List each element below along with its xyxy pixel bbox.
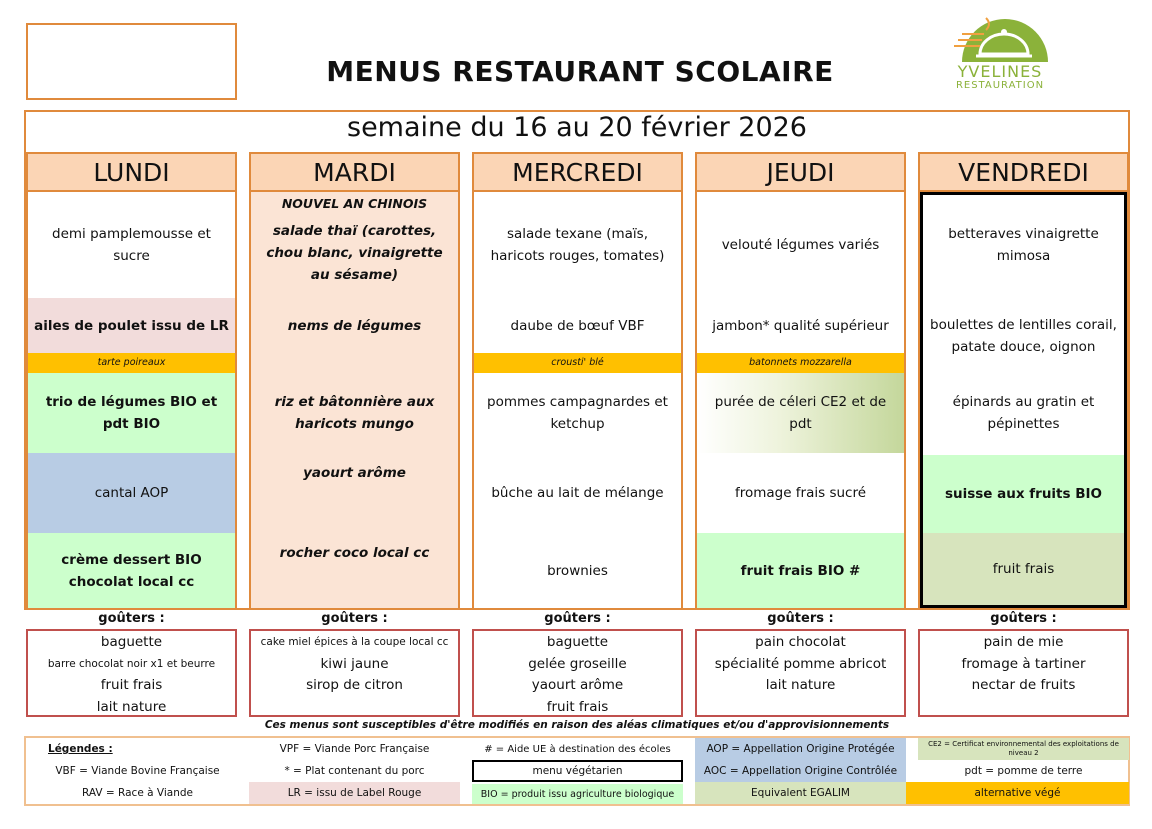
lundi-entree: demi pamplemousse et sucre: [52, 226, 211, 264]
gouters-box-mardi: [249, 629, 460, 717]
lundi-laitage: cantal AOP: [28, 453, 235, 533]
legend-bio: BIO = produit issu agriculture biologique: [472, 784, 683, 804]
legend-egalim: Equivalent EGALIM: [695, 782, 906, 804]
week-title: semaine du 16 au 20 février 2026: [347, 112, 807, 143]
gouter-item: fruit frais: [546, 698, 609, 715]
mercredi-alternative: crousti' blé: [474, 353, 681, 373]
legend-alternative-vege: alternative végé: [906, 782, 1129, 804]
mercredi-laitage: bûche au lait de mélange: [491, 485, 664, 501]
mercredi-plat: daube de bœuf VBF: [510, 317, 645, 334]
gouter-item: fromage à tartiner: [961, 655, 1086, 672]
jeudi-accompagnement: purée de céleri CE2 et de pdt: [697, 373, 904, 453]
gouters-box-jeudi: [695, 629, 906, 717]
logo-text-restauration: RESTAURATION: [955, 80, 1045, 91]
gouters-label-mardi: goûters :: [321, 611, 388, 626]
day-column-mardi: [249, 152, 460, 610]
mardi-accompagnement: riz et bâtonnière aux haricots mungo: [274, 394, 435, 432]
day-column-jeudi: [695, 152, 906, 610]
legend-pdt: pdt = pomme de terre: [964, 765, 1083, 777]
gouter-item: yaourt arôme: [531, 677, 624, 693]
lundi-alternative: tarte poireaux: [28, 353, 235, 373]
mercredi-entree: salade texane (maïs, haricots rouges, tomates): [490, 226, 665, 264]
gouters-box-mercredi: [472, 629, 683, 717]
mardi-laitage: yaourt arôme: [303, 465, 406, 481]
day-header-mercredi: MERCREDI: [474, 154, 681, 192]
mardi-entree: salade thaï (carottes, chou blanc, vinaigrette au sésame): [266, 223, 443, 283]
gouter-item: gelée groseille: [528, 655, 627, 672]
lundi-accompagnement: trio de légumes BIO et pdt BIO: [28, 373, 235, 453]
logo-text-yvelines: YVELINES: [957, 62, 1043, 81]
jeudi-plat: jambon* qualité supérieur: [712, 317, 889, 334]
blank-header-box: [26, 23, 237, 100]
gouter-item: nectar de fruits: [971, 677, 1076, 693]
mardi-plat: nems de légumes: [287, 317, 422, 334]
gouter-item: baguette: [546, 634, 609, 650]
day-column-lundi: [26, 152, 237, 610]
gouter-item: pain chocolat: [755, 634, 846, 650]
legend-title: Légendes :: [48, 743, 113, 755]
legend-vpf: VPF = Viande Porc Française: [279, 743, 430, 755]
gouter-item: sirop de citron: [306, 677, 403, 693]
day-column-mercredi: [472, 152, 683, 610]
disclaimer-note: Ces menus sont susceptibles d'être modifiés en raison des aléas climatiques et/ou d'approvisionnements: [264, 719, 890, 731]
gouter-item: lait nature: [96, 698, 167, 715]
cloche-icon: [940, 14, 1060, 64]
lundi-plat: ailes de poulet issu de LR: [28, 298, 235, 353]
gouter-item: cake miel épices à la coupe local cc: [260, 636, 449, 648]
vendredi-entree: betteraves vinaigrette mimosa: [948, 226, 1099, 264]
day-header-jeudi: JEUDI: [697, 154, 904, 192]
legend-aoc: AOC = Appellation Origine Contrôlée: [695, 760, 906, 782]
legend-vbf: VBF = Viande Bovine Française: [55, 765, 220, 777]
day-column-vendredi: [918, 152, 1129, 610]
jeudi-dessert: fruit frais BIO #: [697, 533, 904, 608]
yvelines-restauration-logo: [940, 14, 1060, 104]
gouters-box-vendredi: [918, 629, 1129, 717]
gouter-item: spécialité pomme abricot: [714, 655, 887, 672]
vendredi-dessert: fruit frais: [923, 533, 1124, 605]
legend-menu-vegetarien: menu végétarien: [472, 760, 683, 782]
gouter-item: kiwi jaune: [320, 655, 389, 672]
gouters-label-mercredi: goûters :: [544, 611, 611, 626]
legend-rav: RAV = Race à Viande: [82, 787, 193, 799]
vendredi-accompagnement: épinards au gratin et pépinettes: [952, 394, 1095, 432]
gouters-label-lundi: goûters :: [98, 611, 165, 626]
mardi-dessert: rocher coco local cc: [279, 545, 430, 561]
gouters-label-vendredi: goûters :: [990, 611, 1057, 626]
day-header-lundi: LUNDI: [28, 154, 235, 192]
gouter-item: pain de mie: [983, 634, 1064, 650]
gouter-item: lait nature: [765, 677, 836, 693]
mardi-theme: NOUVEL AN CHINOIS: [281, 196, 428, 211]
legend-aop: AOP = Appellation Origine Protégée: [695, 738, 906, 760]
mercredi-accompagnement: pommes campagnardes et ketchup: [487, 394, 668, 432]
legend-porc: * = Plat contenant du porc: [284, 765, 425, 777]
jeudi-entree: velouté légumes variés: [721, 237, 880, 253]
legend-ce2: CE2 = Certificat environnemental des exploitations de niveau 2: [918, 738, 1129, 760]
jeudi-laitage: fromage frais sucré: [734, 485, 867, 501]
gouter-item: barre chocolat noir x1 et beurre: [47, 657, 216, 670]
lundi-dessert: crème dessert BIO chocolat local cc: [28, 533, 235, 608]
gouter-item: baguette: [100, 634, 163, 650]
mercredi-dessert: brownies: [547, 562, 608, 579]
gouter-item: fruit frais: [100, 677, 163, 693]
legend-aide-ue: # = Aide UE à destination des écoles: [484, 743, 671, 755]
page-title: MENUS RESTAURANT SCOLAIRE: [326, 55, 834, 88]
vendredi-laitage: suisse aux fruits BIO: [923, 455, 1124, 533]
legend-lr: LR = issu de Label Rouge: [249, 782, 460, 804]
day-header-vendredi: VENDREDI: [920, 154, 1127, 192]
vendredi-plat: boulettes de lentilles corail, patate douce, oignon: [930, 316, 1117, 355]
gouters-box-lundi: [26, 629, 237, 717]
gouters-label-jeudi: goûters :: [767, 611, 834, 626]
jeudi-alternative: batonnets mozzarella: [697, 353, 904, 373]
day-header-mardi: MARDI: [251, 154, 458, 192]
